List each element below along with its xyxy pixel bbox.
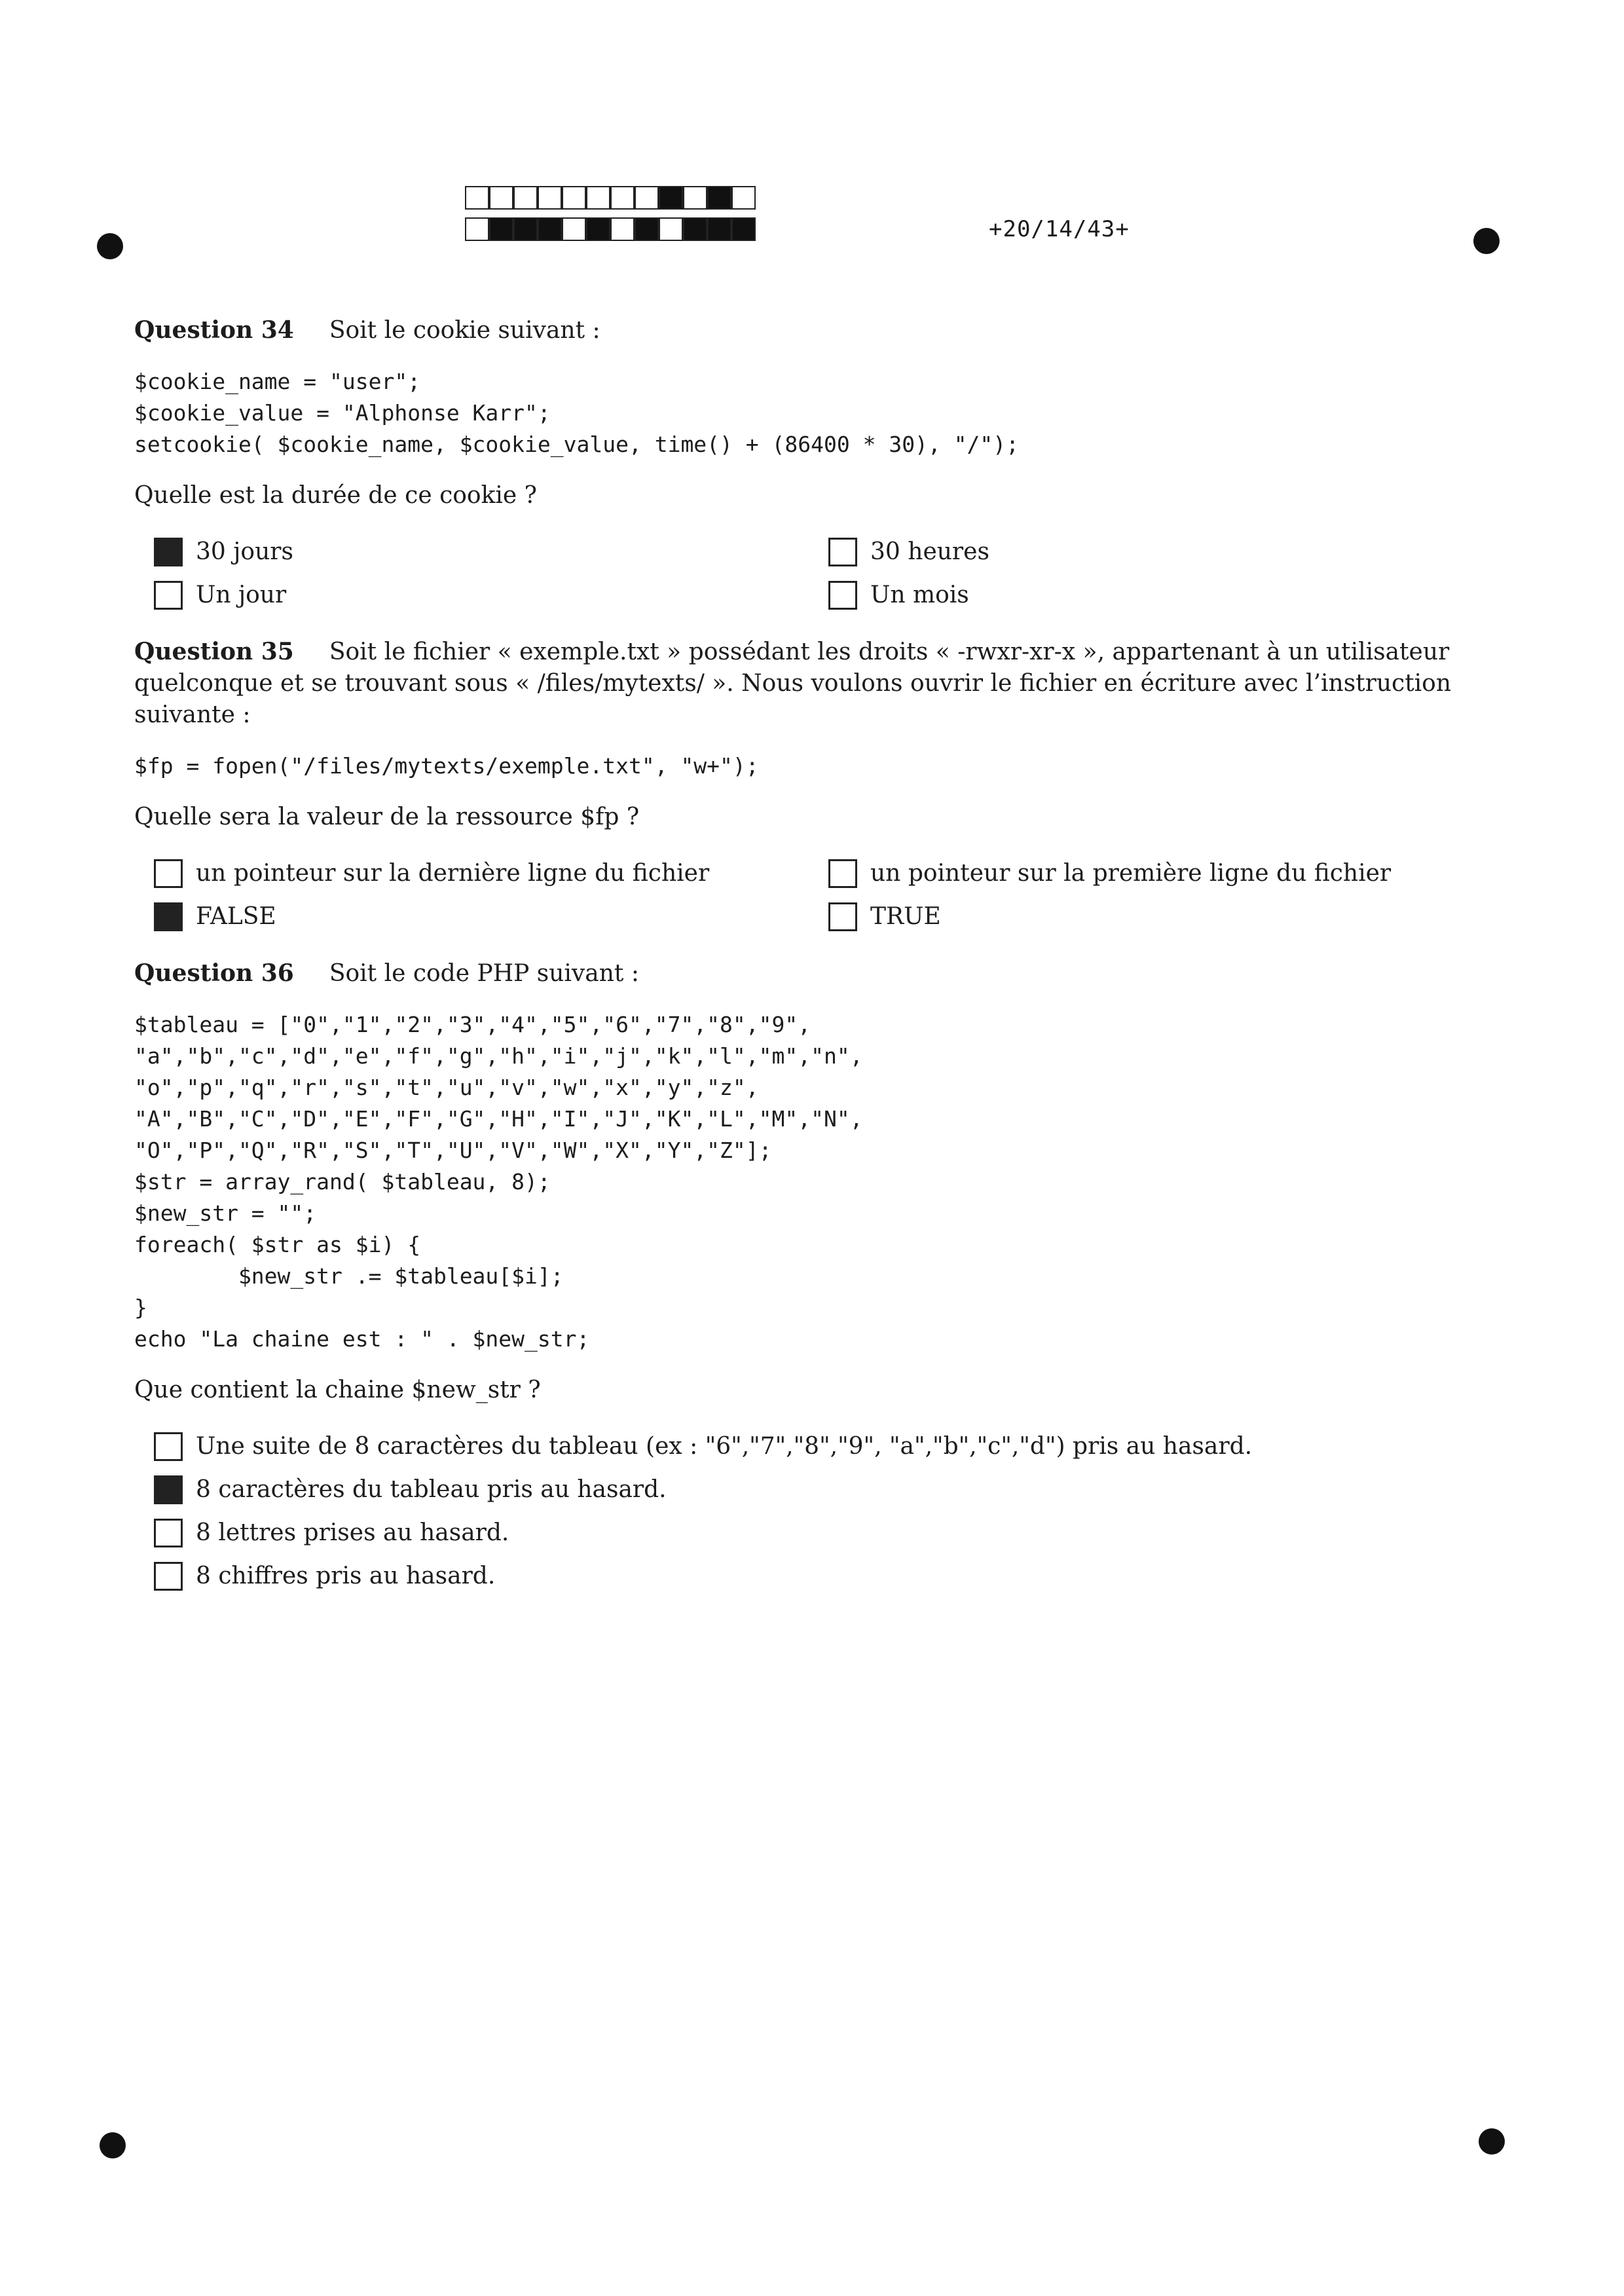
question-prompt: Que contient la chaine $new_str ?: [134, 1377, 541, 1403]
answer-checkbox[interactable]: [828, 538, 857, 566]
barcode-cell: [465, 217, 489, 241]
answer-checkbox[interactable]: [828, 581, 857, 610]
question-header: [134, 314, 1496, 346]
registration-mark-top-left: [97, 233, 123, 259]
answer-option[interactable]: [134, 1516, 1496, 1550]
answer-list: [134, 857, 1496, 934]
answer-list: [134, 535, 1496, 612]
answer-label: un pointeur sur la dernière ligne du fichier: [196, 860, 710, 887]
question-title: Question 34: [134, 316, 294, 344]
answer-option[interactable]: [134, 900, 809, 934]
question-34: [134, 314, 1496, 612]
barcode-cell: [635, 186, 659, 210]
answer-label: 30 jours: [196, 538, 293, 565]
answer-option[interactable]: [809, 578, 1483, 612]
barcode-cell: [489, 186, 513, 210]
code-block: $fp = fopen("/files/mytexts/exemple.txt", "w+");: [134, 753, 759, 779]
answer-list: [134, 1430, 1496, 1593]
barcode-cell: [731, 217, 756, 241]
question-intro: Soit le fichier « exemple.txt » possédant les droits « -rwxr-xr-x », appartenant à un utilisateur quelconque et se trouvant sous « /files/mytexts/ ». Nous voulons ouvrir le fichier en écriture avec l’instruction suivante :: [134, 639, 1452, 728]
barcode-cell: [610, 217, 635, 241]
answer-checkbox[interactable]: [154, 581, 183, 610]
question-header: [134, 957, 1496, 990]
barcode-cell: [586, 186, 610, 210]
question-intro: Soit le code PHP suivant :: [329, 960, 639, 987]
answer-label: 8 caractères du tableau pris au hasard.: [196, 1476, 667, 1503]
answer-label: FALSE: [196, 903, 276, 930]
barcode-cell: [465, 186, 489, 210]
question-35: [134, 636, 1496, 934]
barcode-row-top: [465, 186, 761, 211]
barcode-cell: [707, 186, 731, 210]
answer-checkbox[interactable]: [154, 1432, 183, 1461]
barcode-cell: [683, 186, 707, 210]
answer-option[interactable]: [134, 578, 809, 612]
registration-mark-bottom-right: [1479, 2128, 1505, 2155]
registration-mark-bottom-left: [100, 2132, 126, 2158]
barcode-row-bottom: [465, 217, 761, 242]
question-title: Question 35: [134, 638, 294, 665]
answer-checkbox[interactable]: [154, 1475, 183, 1504]
answer-label: Un mois: [870, 582, 969, 608]
question-intro: Soit le cookie suivant :: [329, 317, 600, 344]
answer-option[interactable]: [809, 857, 1483, 891]
question-prompt: Quelle est la durée de ce cookie ?: [134, 482, 537, 509]
barcode-cell: [635, 217, 659, 241]
barcode-cell: [513, 186, 538, 210]
question-prompt: Quelle sera la valeur de la ressource $fp ?: [134, 804, 640, 830]
answer-checkbox[interactable]: [154, 1562, 183, 1591]
barcode-cell: [538, 217, 562, 241]
question-header: [134, 636, 1496, 731]
answer-label: 30 heures: [870, 538, 989, 565]
barcode-cell: [683, 217, 707, 241]
barcode-cell: [513, 217, 538, 241]
exam-content: [134, 314, 1496, 1605]
barcode-cell: [489, 217, 513, 241]
page-id: +20/14/43+: [989, 216, 1130, 242]
answer-option[interactable]: [809, 535, 1483, 569]
barcode-cell: [731, 186, 756, 210]
barcode-cell: [659, 217, 683, 241]
answer-checkbox[interactable]: [828, 859, 857, 888]
barcode-cell: [659, 186, 683, 210]
answer-option[interactable]: [134, 535, 809, 569]
barcode-cell: [538, 186, 562, 210]
registration-mark-top-right: [1473, 228, 1500, 254]
answer-checkbox[interactable]: [828, 902, 857, 931]
answer-option[interactable]: [134, 857, 809, 891]
answer-label: Un jour: [196, 582, 287, 608]
answer-option[interactable]: [134, 1430, 1496, 1464]
answer-label: un pointeur sur la première ligne du fichier: [870, 860, 1392, 887]
question-title: Question 36: [134, 959, 294, 987]
code-block: $tableau = ["0","1","2","3","4","5","6","7","8","9", "a","b","c","d","e","f","g","h","i","j","k","l","m","n", "o","p","q","r","s","t","u","v","w","x","y","z", "A","B","C","D","E","F","G","H","I","J","K","L","M","N", "O","P","Q","R","S","T","U","V","W","X","Y","Z"]; $str = array_rand( $tableau, 8); $new_str = ""; foreach( $str as $i) { $new_str .= $tableau[$i]; } echo "La chaine est : " . $new_str;: [134, 1012, 863, 1352]
page-barcode: [465, 186, 761, 249]
question-36: [134, 957, 1496, 1593]
answer-checkbox[interactable]: [154, 859, 183, 888]
answer-checkbox[interactable]: [154, 902, 183, 931]
answer-option[interactable]: [134, 1559, 1496, 1593]
answer-checkbox[interactable]: [154, 538, 183, 566]
answer-label: TRUE: [870, 903, 941, 930]
answer-label: 8 chiffres pris au hasard.: [196, 1563, 496, 1589]
answer-label: 8 lettres prises au hasard.: [196, 1519, 509, 1546]
answer-option[interactable]: [134, 1473, 1496, 1507]
barcode-cell: [562, 217, 586, 241]
answer-option[interactable]: [809, 900, 1483, 934]
barcode-cell: [562, 186, 586, 210]
barcode-cell: [707, 217, 731, 241]
barcode-cell: [586, 217, 610, 241]
answer-checkbox[interactable]: [154, 1519, 183, 1547]
answer-label: Une suite de 8 caractères du tableau (ex : "6","7","8","9", "a","b","c","d") pris au hasard.: [196, 1433, 1253, 1460]
barcode-cell: [610, 186, 635, 210]
code-block: $cookie_name = "user"; $cookie_value = "Alphonse Karr"; setcookie( $cookie_name, $cookie_value, time() + (86400 * 30), "/");: [134, 369, 1020, 457]
